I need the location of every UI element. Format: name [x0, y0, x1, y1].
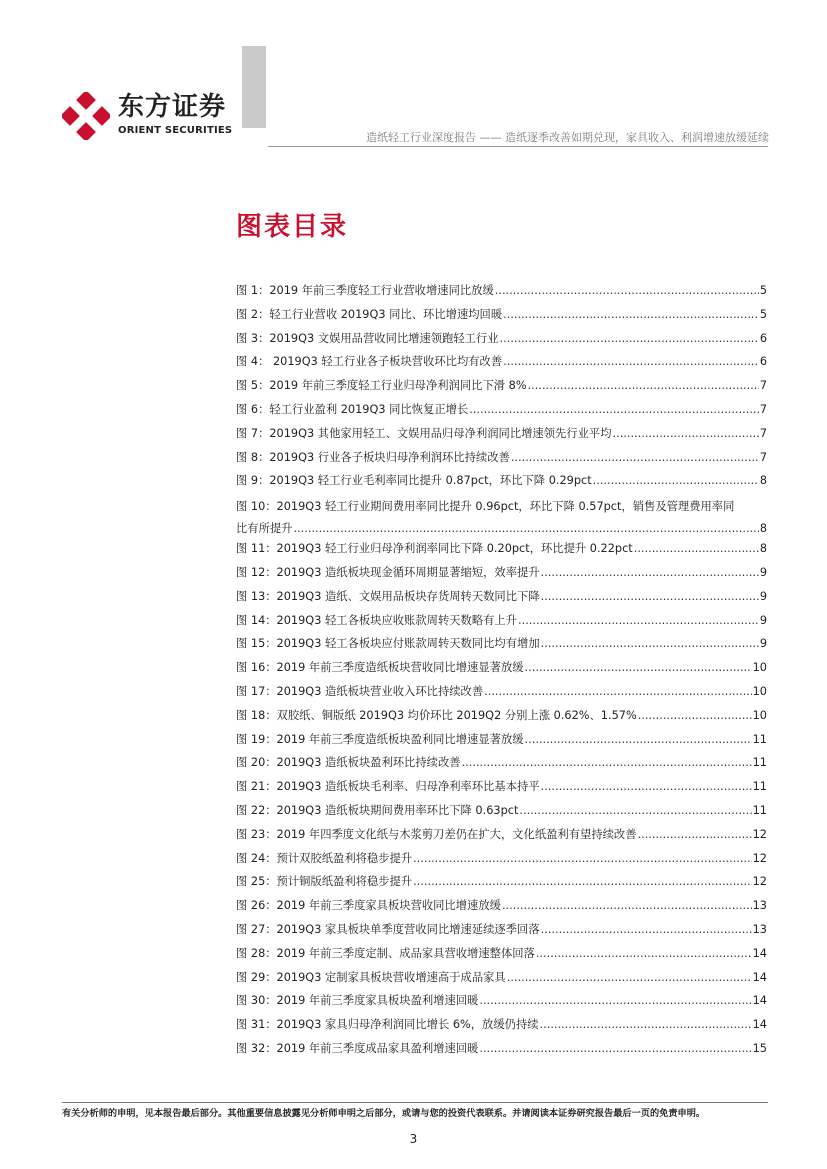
toc-item[interactable] — [236, 660, 767, 684]
toc-item-page: 10 — [752, 708, 767, 722]
toc-item-page: 14 — [752, 1018, 767, 1032]
toc-item[interactable] — [236, 898, 767, 922]
toc-item-label: 图 23：2019 年四季度文化纸与木浆剪刀差仍在扩大，文化纸盈利有望持续改善 — [236, 827, 637, 841]
toc-leader-dots — [634, 541, 759, 556]
toc-item-page: 14 — [752, 946, 767, 960]
toc-item[interactable] — [236, 354, 767, 378]
toc-leader-dots — [507, 970, 752, 985]
toc-item[interactable] — [236, 636, 767, 660]
toc-item-label: 图 12：2019Q3 造纸板块现金循环周期显著缩短，效率提升 — [236, 565, 540, 579]
table-of-figures — [236, 283, 767, 1065]
toc-item[interactable] — [236, 1017, 767, 1041]
toc-item-label-line1: 图 10：2019Q3 轻工行业期间费用率同比提升 0.96pct，环比下降 0.57pct，销售及管理费用率同 — [236, 500, 735, 514]
toc-item-page: 12 — [752, 827, 767, 841]
toc-item-page: 10 — [752, 661, 767, 675]
toc-leader-dots — [540, 1017, 752, 1032]
toc-item[interactable] — [236, 993, 767, 1017]
toc-item[interactable] — [236, 779, 767, 803]
toc-item[interactable] — [236, 851, 767, 875]
toc-item-label: 图 1：2019 年前三季度轻工行业营收增速同比放缓 — [236, 284, 494, 297]
toc-leader-dots — [519, 803, 751, 818]
toc-leader-dots — [502, 898, 752, 913]
toc-item[interactable] — [236, 732, 767, 756]
toc-item-page: 9 — [759, 637, 767, 651]
toc-item-page: 10 — [752, 684, 767, 698]
toc-leader-dots — [462, 755, 752, 770]
toc-leader-dots — [541, 589, 759, 604]
toc-leader-dots — [638, 708, 752, 723]
toc-item-page: 9 — [759, 589, 767, 603]
brand-name-cn: 东方证券 — [118, 92, 227, 122]
toc-item-page: 7 — [759, 450, 767, 464]
toc-item-label: 图 29：2019Q3 定制家具板块营收增速高于成品家具 — [236, 970, 506, 984]
toc-leader-dots — [495, 283, 759, 298]
toc-leader-dots — [541, 565, 759, 580]
toc-item-label: 图 2：轻工行业营收 2019Q3 同比、环比增速均回暖 — [236, 307, 503, 321]
toc-item-label: 图 13：2019Q3 造纸、文娱用品板块存货周转天数同比下降 — [236, 589, 540, 603]
toc-item[interactable] — [236, 708, 767, 732]
toc-leader-dots — [479, 1041, 751, 1056]
toc-item-page: 14 — [752, 994, 767, 1008]
toc-item-label: 图 3：2019Q3 文娱用品营收同比增速领跑轻工行业 — [236, 331, 499, 345]
toc-item[interactable] — [236, 589, 767, 613]
toc-item[interactable] — [236, 803, 767, 827]
toc-item[interactable] — [236, 565, 767, 589]
toc-item-label: 图 22：2019Q3 造纸板块期间费用率环比下降 0.63pct — [236, 803, 519, 817]
toc-item-page: 5 — [759, 307, 767, 321]
toc-leader-dots — [528, 378, 759, 393]
toc-item[interactable] — [236, 827, 767, 851]
toc-leader-dots — [500, 331, 759, 346]
disclaimer-text: 有关分析师的申明，见本报告最后部分。其他重要信息披露见分析师申明之后部分，或请与您的投资代表联系。并请阅读本证券研究报告最后一页的免责申明。 — [62, 1108, 706, 1119]
toc-item[interactable] — [236, 307, 767, 331]
toc-item-page: 7 — [759, 379, 767, 393]
toc-item-label: 图 14：2019Q3 轻工各板块应收账款周转天数略有上升 — [236, 613, 518, 627]
toc-item[interactable] — [236, 613, 767, 637]
toc-leader-dots — [525, 660, 752, 675]
toc-item[interactable] — [236, 473, 767, 497]
toc-item-page: 8 — [759, 522, 767, 536]
toc-item[interactable] — [236, 283, 767, 307]
toc-item-label: 图 15：2019Q3 轻工各板块应付账款周转天数同比均有增加 — [236, 637, 540, 651]
toc-leader-dots — [469, 402, 759, 417]
toc-item-label: 图 20：2019Q3 造纸板块盈利环比持续改善 — [236, 756, 461, 770]
toc-item[interactable] — [236, 946, 767, 970]
toc-item[interactable] — [236, 1041, 767, 1065]
toc-leader-dots — [503, 307, 759, 322]
toc-item-label: 图 30：2019 年前三季度家具板块盈利增速回暖 — [236, 994, 479, 1008]
toc-item-page: 11 — [752, 780, 767, 794]
toc-leader-dots — [541, 922, 752, 937]
toc-item-page: 7 — [759, 426, 767, 440]
orient-securities-logo-icon — [62, 92, 110, 140]
toc-item-label: 图 17：2019Q3 造纸板块营业收入环比持续改善 — [236, 684, 484, 698]
toc-item[interactable] — [236, 922, 767, 946]
toc-item-label: 图 9：2019Q3 轻工行业毛利率同比提升 0.87pct，环比下降 0.29pct — [236, 474, 592, 488]
toc-item-page: 11 — [752, 803, 767, 817]
toc-item[interactable] — [236, 684, 767, 708]
toc-item[interactable] — [236, 874, 767, 898]
toc-item[interactable] — [236, 450, 767, 474]
toc-item-page: 9 — [759, 565, 767, 579]
toc-title: 图表目录 — [236, 212, 349, 242]
toc-item[interactable] — [236, 541, 767, 565]
toc-item-page: 5 — [759, 284, 767, 297]
toc-leader-dots — [511, 450, 759, 465]
toc-item-page: 6 — [759, 355, 767, 369]
toc-item-label: 图 11：2019Q3 轻工行业归母净利润率同比下降 0.20pct，环比提升 0.22pct — [236, 542, 633, 556]
toc-leader-dots — [294, 521, 759, 536]
toc-item-label-line2: 比有所提升 — [236, 522, 293, 536]
toc-item-label: 图 16：2019 年前三季度造纸板块营收同比增速显著放缓 — [236, 661, 524, 675]
toc-item-page: 11 — [752, 732, 767, 746]
toc-item-page: 12 — [752, 851, 767, 865]
toc-leader-dots — [413, 851, 752, 866]
toc-item-page: 15 — [752, 1041, 767, 1055]
toc-item-label: 图 6：轻工行业盈利 2019Q3 同比恢复正增长 — [236, 402, 469, 416]
toc-leader-dots — [525, 732, 752, 747]
toc-leader-dots — [536, 946, 752, 961]
toc-item-label: 图 32：2019 年前三季度成品家具盈利增速回暖 — [236, 1041, 479, 1055]
toc-item-page: 11 — [752, 756, 767, 770]
toc-item-page: 14 — [752, 970, 767, 984]
toc-leader-dots — [413, 874, 752, 889]
toc-item-page: 12 — [752, 875, 767, 889]
toc-item-page: 9 — [759, 613, 767, 627]
toc-item-label: 图 28：2019 年前三季度定制、成品家具营收增速整体回落 — [236, 946, 535, 960]
toc-item-page: 8 — [759, 542, 767, 556]
toc-item-page: 8 — [759, 474, 767, 488]
header-divider — [268, 146, 768, 147]
toc-item[interactable] — [236, 755, 767, 779]
toc-leader-dots — [503, 354, 759, 369]
toc-item-label: 图 21：2019Q3 造纸板块毛利率、归母净利率环比基本持平 — [236, 780, 540, 794]
toc-item-label: 图 8：2019Q3 行业各子板块归母净利润环比持续改善 — [236, 450, 510, 464]
toc-leader-dots — [593, 473, 759, 488]
toc-leader-dots — [613, 426, 759, 441]
toc-leader-dots — [484, 684, 751, 699]
footer-divider — [62, 1102, 768, 1103]
brand-name-en: ORIENT SECURITIES — [118, 125, 233, 136]
toc-item[interactable] — [236, 331, 767, 355]
toc-item-label: 图 27：2019Q3 家具板块单季度营收同比增速延续逐季回落 — [236, 922, 540, 936]
toc-item[interactable] — [236, 402, 767, 426]
toc-leader-dots — [638, 827, 752, 842]
toc-item-page: 7 — [759, 402, 767, 416]
toc-leader-dots — [541, 636, 759, 651]
toc-item[interactable] — [236, 426, 767, 450]
toc-item-label: 图 18：双胶纸、铜版纸 2019Q3 均价环比 2019Q2 分别上涨 0.62%、1.57% — [236, 708, 637, 722]
toc-item[interactable] — [236, 970, 767, 994]
toc-item-label: 图 19：2019 年前三季度造纸板块盈利同比增速显著放缓 — [236, 732, 524, 746]
toc-item-page: 6 — [759, 331, 767, 345]
toc-item-label: 图 31：2019Q3 家具归母净利润同比增长 6%，放缓仍持续 — [236, 1018, 539, 1032]
toc-leader-dots — [541, 779, 752, 794]
toc-item-page: 13 — [752, 922, 767, 936]
toc-leader-dots — [479, 993, 751, 1008]
toc-item-label: 图 5：2019 年前三季度轻工行业归母净利润同比下滑 8% — [236, 379, 527, 393]
toc-item-label: 图 26：2019 年前三季度家具板块营收同比增速放缓 — [236, 899, 501, 913]
toc-item-label: 图 24：预计双胶纸盈利将稳步提升 — [236, 851, 413, 865]
report-header-title: 造纸轻工行业深度报告 —— 造纸逐季改善如期兑现，家具收入、利润增速放缓延续 — [366, 131, 769, 144]
toc-item-label: 图 25：预计铜版纸盈利将稳步提升 — [236, 875, 413, 889]
header-gray-bar — [242, 46, 266, 128]
toc-item-label: 图 4： 2019Q3 轻工行业各子板块营收环比均有改善 — [236, 355, 503, 369]
toc-leader-dots — [518, 613, 759, 628]
toc-item-multiline[interactable] — [236, 499, 767, 536]
toc-item-page: 13 — [752, 899, 767, 913]
page-number: 3 — [409, 1132, 418, 1146]
toc-item-label: 图 7：2019Q3 其他家用轻工、文娱用品归母净利润同比增速领先行业平均 — [236, 426, 612, 440]
toc-item[interactable] — [236, 378, 767, 402]
